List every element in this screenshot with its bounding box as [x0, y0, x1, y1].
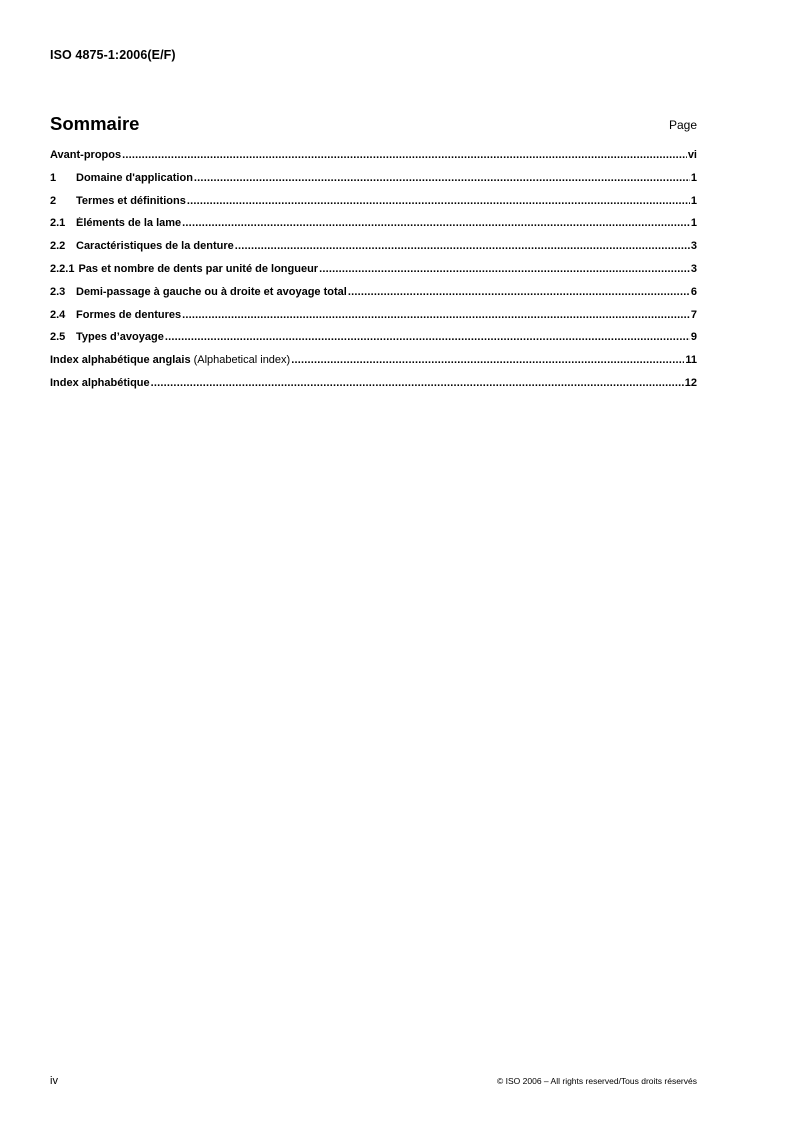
- toc-entry-2[interactable]: [50, 195, 697, 218]
- toc-entry-title: Termes et définitions: [76, 194, 186, 207]
- toc-entry-page: 9: [690, 331, 697, 344]
- document-id: ISO 4875-1:2006(E/F): [50, 48, 176, 62]
- toc-entry-number: 2: [50, 194, 57, 207]
- toc-dot-leader: [194, 172, 690, 184]
- toc-entry-title: Index alphabétique: [50, 376, 150, 389]
- toc-entry-1[interactable]: [50, 172, 697, 195]
- toc-entry-page: 11: [685, 354, 697, 367]
- toc-dot-leader: [151, 377, 684, 389]
- toc-entry-2-3[interactable]: [50, 286, 697, 309]
- toc-dot-leader: [348, 286, 690, 298]
- toc-entry-page: 3: [690, 240, 697, 253]
- toc-entry-number: 2.2: [50, 240, 66, 253]
- toc-dot-leader: [235, 240, 690, 252]
- toc-entry-page: 12: [684, 376, 697, 389]
- toc-dot-leader: [319, 263, 690, 275]
- toc-dot-leader: [182, 309, 690, 321]
- toc-page-column-label: Page: [668, 118, 697, 132]
- toc-entry-number: 2.4: [50, 308, 66, 321]
- toc-entry-title: Avant-propos: [50, 149, 122, 161]
- toc-entry-page: vi: [687, 149, 697, 161]
- toc-entry-2-5[interactable]: [50, 331, 697, 354]
- toc-entry-title: Pas et nombre de dents par unité de longueur: [78, 262, 319, 275]
- toc-entry-page: 3: [690, 262, 697, 275]
- toc-entry-number: 1: [50, 171, 57, 184]
- toc-entry-page: 1: [690, 194, 697, 207]
- toc-entry-number: 2.2.1: [50, 262, 75, 275]
- toc-entry-avant-propos[interactable]: [50, 149, 697, 172]
- footer-page-number: iv: [50, 1075, 58, 1087]
- toc-entry-page: 6: [690, 285, 697, 298]
- toc-entry-page: 1: [690, 171, 697, 184]
- toc-entry-title: Caractéristiques de la denture: [76, 240, 234, 253]
- footer-copyright: © ISO 2006 – All rights reserved/Tous droits réservés: [497, 1076, 697, 1086]
- toc-entry-title: Demi-passage à gauche ou à droite et avoyage total: [76, 285, 347, 298]
- toc-entry-subtitle: (Alphabetical index): [193, 354, 291, 367]
- toc-entry-number: 2.1: [50, 217, 66, 230]
- toc-header: [50, 111, 697, 135]
- toc-entry-2-2[interactable]: [50, 240, 697, 263]
- toc-dot-leader: [165, 331, 690, 343]
- toc-entry-title: Formes de dentures: [76, 308, 182, 321]
- toc-dot-leader: [187, 195, 690, 207]
- toc-entry-title: Index alphabétique anglais: [50, 354, 191, 367]
- toc-entry-number: 2.3: [50, 285, 66, 298]
- toc-entry-page: 7: [690, 308, 697, 321]
- toc-entry-2-4[interactable]: [50, 309, 697, 332]
- toc-list: [50, 149, 697, 400]
- toc-entry-page: 1: [690, 217, 697, 230]
- toc-entry-number: 2.5: [50, 331, 66, 344]
- toc-dot-leader: [182, 217, 690, 229]
- toc-dot-leader: [122, 149, 687, 161]
- toc-entry-title: Éléments de la lame: [76, 217, 182, 230]
- toc-entry-title: Types d’avoyage: [76, 331, 164, 344]
- toc-entry-title: Domaine d'application: [76, 171, 193, 184]
- toc-entry-2-2-1[interactable]: [50, 263, 697, 286]
- toc-entry-index-anglais[interactable]: [50, 354, 697, 377]
- toc-entry-index-alphabetique[interactable]: [50, 377, 697, 400]
- toc-title: Sommaire: [50, 113, 140, 134]
- toc-dot-leader: [291, 354, 684, 366]
- toc-entry-2-1[interactable]: [50, 217, 697, 240]
